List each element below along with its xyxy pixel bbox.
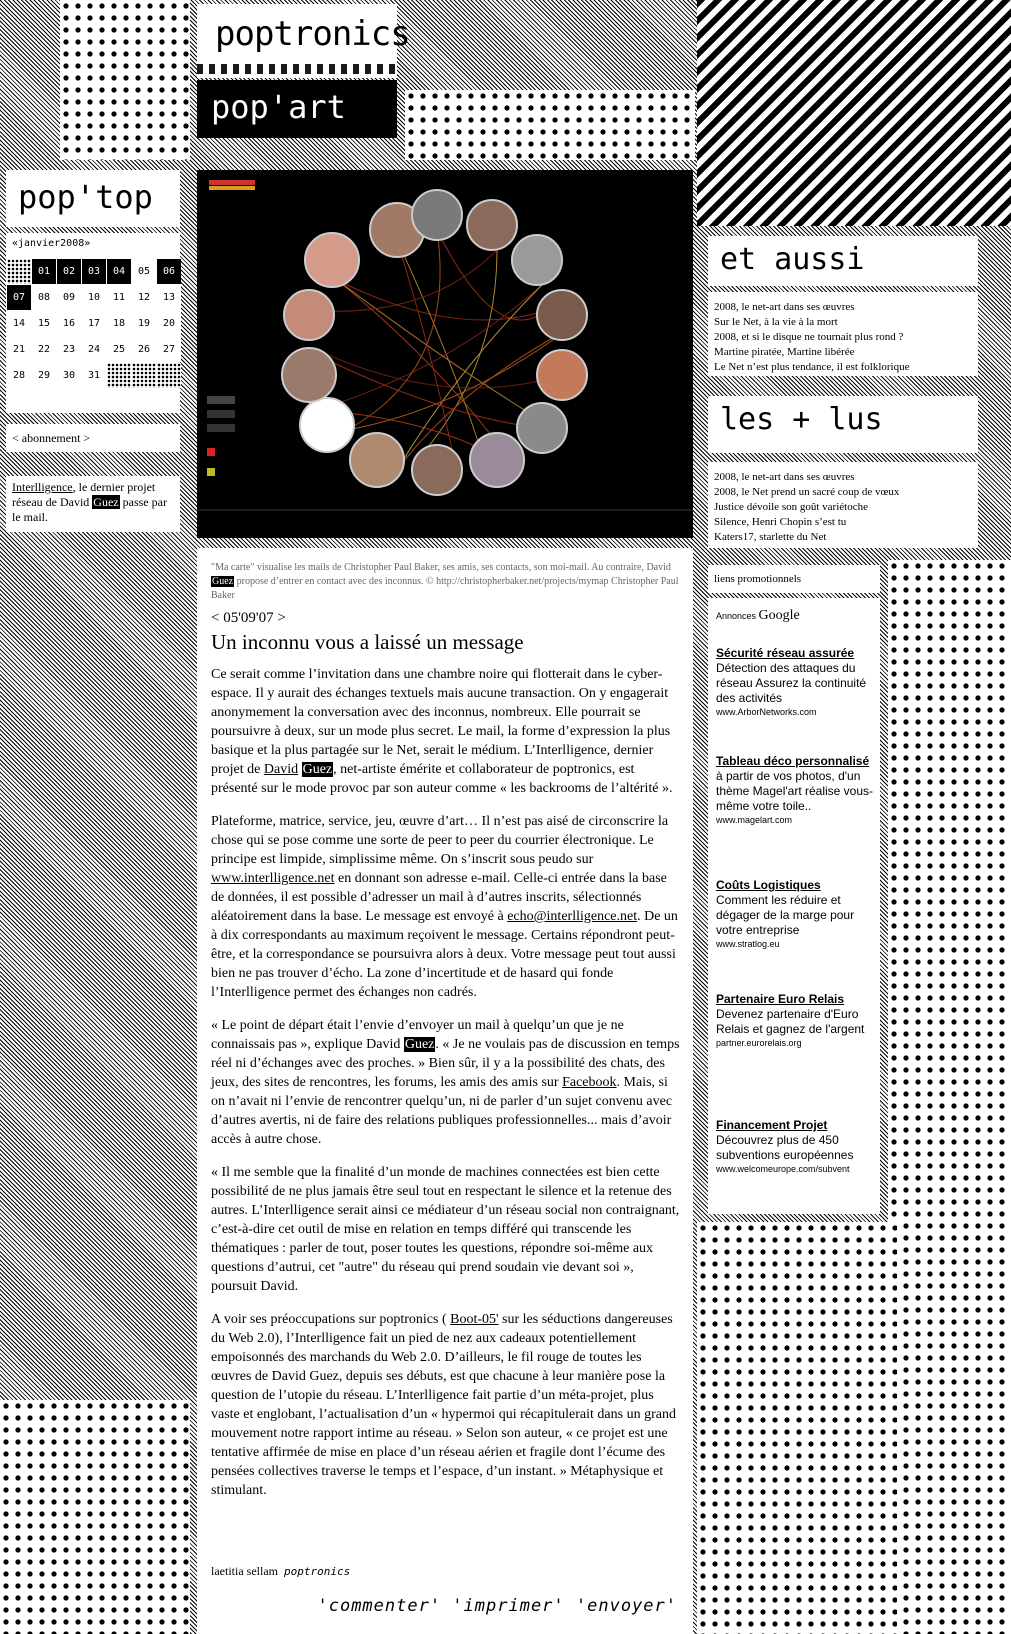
p3-text-c: . Mais, si on n’avait ni l’envie de rencontrer quelqu’un, ni de parler d’un sujet convenu avec d’autres avertis, ni de faire des relations publiques professionnelles... mais d’avoir accès à autre chose. [211,1075,673,1147]
section-title-box[interactable] [197,80,397,138]
ad-item[interactable] [716,1118,876,1175]
et-aussi-item[interactable]: 2008, et si le disque ne tournait plus rond ? [714,331,904,343]
calendar-day[interactable]: 09 [57,285,81,310]
p1-text-a: Ce serait comme l’invitation dans une chambre noire qui flotterait dans le cyber-espace. Il y aurait des échanges textuels mais aucune transaction. On y engagerait anonymement la conversation avec des inconnus, nombreux. Elle pourrait se poursuivre à deux, sur un mode plus secret. Le mail, la forme d’expression la plus basique et la plus partagée sur le Net, serait le médium. L’Interlligence, dernier projet de [211,667,671,777]
dot-pattern-header [405,90,695,160]
calendar-day[interactable]: 13 [157,285,181,310]
network-map-image [197,170,693,538]
calendar-day[interactable]: 11 [107,285,131,310]
ad-item[interactable] [716,754,876,826]
ad-item[interactable] [716,646,876,718]
p2-text-c: . De un à dix correspondants au maximum reçoivent le message. Certains répondront peut-être, et la correspondance se poursuivra alors à deux. Votre message peut tout aussi bien ne pas trouver d’écho. La zone d’incertitude et de hasard qui fonde l’Interlligence permet des échanges non cadrés. [211,909,678,1000]
p5-text-a: A voir ses préoccupations sur poptronics ( [211,1312,451,1327]
caption-text-1: "Ma carte" visualise les mails de Christopher Paul Baker, ses amis, ses contacts, son moi-mail. Au contraire, David [211,562,671,573]
echo-email-link[interactable]: echo@interlligence.net [507,909,638,924]
ad-description: Découvrez plus de 450 subventions européennes [716,1133,854,1162]
ad-title[interactable]: Partenaire Euro Relais [716,992,845,1006]
article [197,548,693,1634]
dot-pattern-right-bottom [697,1222,897,1634]
calendar-day[interactable]: 01 [32,259,56,284]
calendar-empty-cell [157,363,181,388]
calendar-day[interactable]: 26 [132,337,156,362]
promo-links-text: liens promotionnels [714,573,802,585]
caption-highlight: Guez [212,576,234,587]
stripe-pattern-top-right [697,0,1011,226]
calendar-day[interactable]: 02 [57,259,81,284]
calendar-day[interactable]: 31 [82,363,106,388]
author-mark: poptronics [283,1565,351,1578]
p5-text-b: sur les séductions dangereuses du Web 2.0), l’Interlligence fait un pied de nez aux cadeaux potentiellement empoisonnés des marchands du Web 2.0. D’ailleurs, le fil rouge de toutes les œuvres de David Guez, depuis ses débuts, est que chacune à leur manière pose la question de l’utopie du réseau. L’Interlligence fait partie d’un méta-projet, plus vaste et englobant, l’actualisation d’un « hypermoi qui récapitulerait dans un grand mouvement notre rapport intime au réseau. » Selon son auteur, « ce projet est une tentative affirmée de mise en place d’un réseau aérien et fragile dont l’écume des pensées collectives traverse le temps et l’espace, d’un instant. » Métaphysique et stimulant. [211,1312,676,1498]
paragraph-4: « Il me semble que la finalité d’un monde de machines connectées est bien cette possibilité de ne plus jamais être seul tout en respectant le silence et la retenue des autres. L’Interlligence serait ainsi ce médiateur d’un réseau social non contraignant, c’est-à-dire cet outil de mise en relation en temps différé qui transcende les thématiques : parler de tout, poser toutes les questions, répondre soi-même aux questions d’autrui, cet "autre" du réseau qui prend soudain vie devant soi », poursuit David. [211,1165,680,1294]
dot-pattern-right-middle [888,560,1011,1634]
ad-title[interactable]: Financement Projet [716,1118,828,1132]
calendar-day[interactable]: 15 [32,311,56,336]
et-aussi-header [708,236,978,286]
ad-description: Devenez partenaire d'Euro Relais et gagnez de l'argent [716,1007,865,1036]
caption-text-2: propose d’entrer en contact avec des inconnus. © http://christopherbaker.net/projects/mymap Christopher Paul Baker [211,576,679,601]
calendar-day[interactable]: 08 [32,285,56,310]
p1-text-b: , net-artiste émérite et collaborateur de poptronics, est présenté sur le mode provoc par son auteur comme « les backrooms de l’altérité ». [211,762,673,796]
paragraph-2 [211,812,683,1002]
les-plus-lus-item[interactable]: Silence, Henri Chopin s’est tu [714,516,847,528]
ads-header-brand: Google [758,608,800,623]
interlligence-link[interactable]: www.interlligence.net [211,871,335,886]
p2-text-a: Plateforme, matrice, service, jeu, œuvre d’art… Il n’est pas aisé de circonscrire la chose qui se pose comme une sorte de peer to peer du courrier électronique. Le principe est limpide, simplissime même. On s’inscrit sous peudo sur [211,814,669,867]
article-actions[interactable]: 'commenter' 'imprimer' 'envoyer' [317,1596,677,1616]
ad-url[interactable]: partner.eurorelais.org [716,1038,802,1048]
paragraph-5 [211,1310,683,1500]
paragraph-3 [211,1016,683,1149]
les-plus-lus-item[interactable]: Justice dévoile son goût variétoche [714,501,868,513]
ad-description: Détection des attaques du réseau Assurez la continuité des activités [716,661,867,705]
author-name: laetitia sellam [211,1564,278,1578]
author-highlight[interactable]: Guez [302,762,333,777]
calendar-day[interactable]: 24 [82,337,106,362]
les-plus-lus-list [708,462,978,548]
calendar [6,233,180,413]
image-caption [211,561,679,603]
ad-title[interactable]: Coûts Logistiques [716,878,821,892]
ad-description: à partir de vos photos, d'un thème Magel'art réalise vous-même votre toile.. [716,769,874,813]
calendar-day[interactable]: 20 [157,311,181,336]
ad-url[interactable]: www.magelart.com [716,815,793,825]
ad-item[interactable] [716,992,876,1049]
calendar-day[interactable]: 06 [157,259,181,284]
article-date: < 05'09'07 > [211,610,286,626]
promo-box [6,476,180,532]
promo-text-2: passe par le mail. [12,495,167,524]
promo-text-1: , le dernier projet réseau de David [12,480,156,509]
ads-header[interactable] [716,608,800,624]
calendar-day[interactable]: 04 [107,259,131,284]
calendar-empty-cell [132,363,156,388]
ad-url[interactable]: www.ArborNetworks.com [716,707,817,717]
calendar-day[interactable]: 10 [82,285,106,310]
ad-item[interactable] [716,878,876,950]
les-plus-lus-item[interactable]: 2008, le net-art dans ses œuvres [714,471,855,483]
calendar-day[interactable]: 14 [7,311,31,336]
dot-pattern-top-left [60,0,190,160]
calendar-day[interactable]: 29 [32,363,56,388]
calendar-day[interactable]: 28 [7,363,31,388]
les-plus-lus-item[interactable]: Katers17, starlette du Net [714,531,827,543]
calendar-day[interactable]: 27 [157,337,181,362]
et-aussi-item[interactable]: Martine piratée, Martine libérée [714,346,855,358]
promo-link[interactable]: Interlligence [12,480,73,494]
article-body [211,665,683,1514]
boot-05-link[interactable]: Boot-05' [450,1312,499,1327]
calendar-day[interactable]: 23 [57,337,81,362]
et-aussi-title: et aussi [720,242,865,277]
calendar-day[interactable]: 25 [107,337,131,362]
ad-description: Comment les réduire et dégager de la marge pour votre entreprise [716,893,855,937]
calendar-day[interactable]: 03 [82,259,106,284]
dot-pattern-left-bottom [0,1400,190,1634]
les-plus-lus-header [708,396,978,453]
article-author [211,1564,350,1579]
author-link[interactable]: David [263,762,299,777]
article-title: Un inconnu vous a laissé un message [211,630,524,654]
calendar-empty-cell [107,363,131,388]
subscription-link[interactable] [6,424,180,452]
calendar-day[interactable]: 22 [32,337,56,362]
facebook-link[interactable]: Facebook [562,1075,617,1090]
calendar-grid [7,259,181,388]
ads-header-small: Annonces [716,611,757,621]
promo-links-label [708,565,880,593]
ad-url[interactable]: www.welcomeurope.com/subvent [716,1164,850,1174]
poptop-title: pop'top [18,178,153,216]
calendar-day[interactable]: 18 [107,311,131,336]
subscription-label: < abonnement > [12,431,91,445]
calendar-day[interactable]: 07 [7,285,31,310]
google-ads [708,598,880,1214]
poptop-header [6,170,180,227]
promo-text [12,480,174,525]
hero-image [197,170,693,538]
calendar-day[interactable]: 30 [57,363,81,388]
calendar-day[interactable]: 12 [132,285,156,310]
et-aussi-item[interactable]: Le Net n’est plus tendance, il est folklorique [714,361,910,373]
p2-text-b: en donnant son adresse e-mail. Celle-ci entrée dans la base de données, il est possible d’adresser un mail à d’autres inscrits, sélectionnés aléatoirement dans la base. Le message est envoyé à [211,871,667,924]
site-logo[interactable] [197,4,410,78]
ad-title[interactable]: Tableau déco personnalisé [716,754,870,768]
ad-title[interactable]: Sécurité réseau assurée [716,646,855,660]
ad-url[interactable]: www.stratlog.eu [716,939,780,949]
calendar-month-label[interactable]: «janvier2008» [12,238,91,249]
et-aussi-item[interactable]: 2008, le net-art dans ses œuvres [714,301,855,313]
section-title: pop'art [211,88,346,126]
les-plus-lus-item[interactable]: 2008, le Net prend un sacré coup de vœux [714,486,900,498]
calendar-day[interactable]: 21 [7,337,31,362]
calendar-day[interactable]: 19 [132,311,156,336]
et-aussi-item[interactable]: Sur le Net, à la vie à la mort [714,316,838,328]
calendar-day[interactable]: 16 [57,311,81,336]
calendar-empty-cell [7,259,31,284]
paragraph-1 [211,665,683,798]
calendar-day[interactable]: 05 [132,259,156,284]
promo-highlight: Guez [93,495,119,509]
les-plus-lus-title: les + lus [720,402,883,437]
p3-text-b: . « Je ne voulais pas de discussion en temps réel ni d’échanges avec des proches. » Bien sûr, il y a la possibilité des chats, des jeux, des sites de rencontres, les forums, les amis des amis sur [211,1037,680,1090]
site-name: poptronics [215,14,410,54]
et-aussi-list [708,292,978,376]
logo-checker-strip [197,64,397,74]
calendar-day[interactable]: 17 [82,311,106,336]
p3-text-a: « Le point de départ était l’envie d’envoyer un mail à quelqu’un que je ne connaissais pas », explique David [211,1018,624,1052]
p3-highlight: Guez [404,1037,435,1052]
